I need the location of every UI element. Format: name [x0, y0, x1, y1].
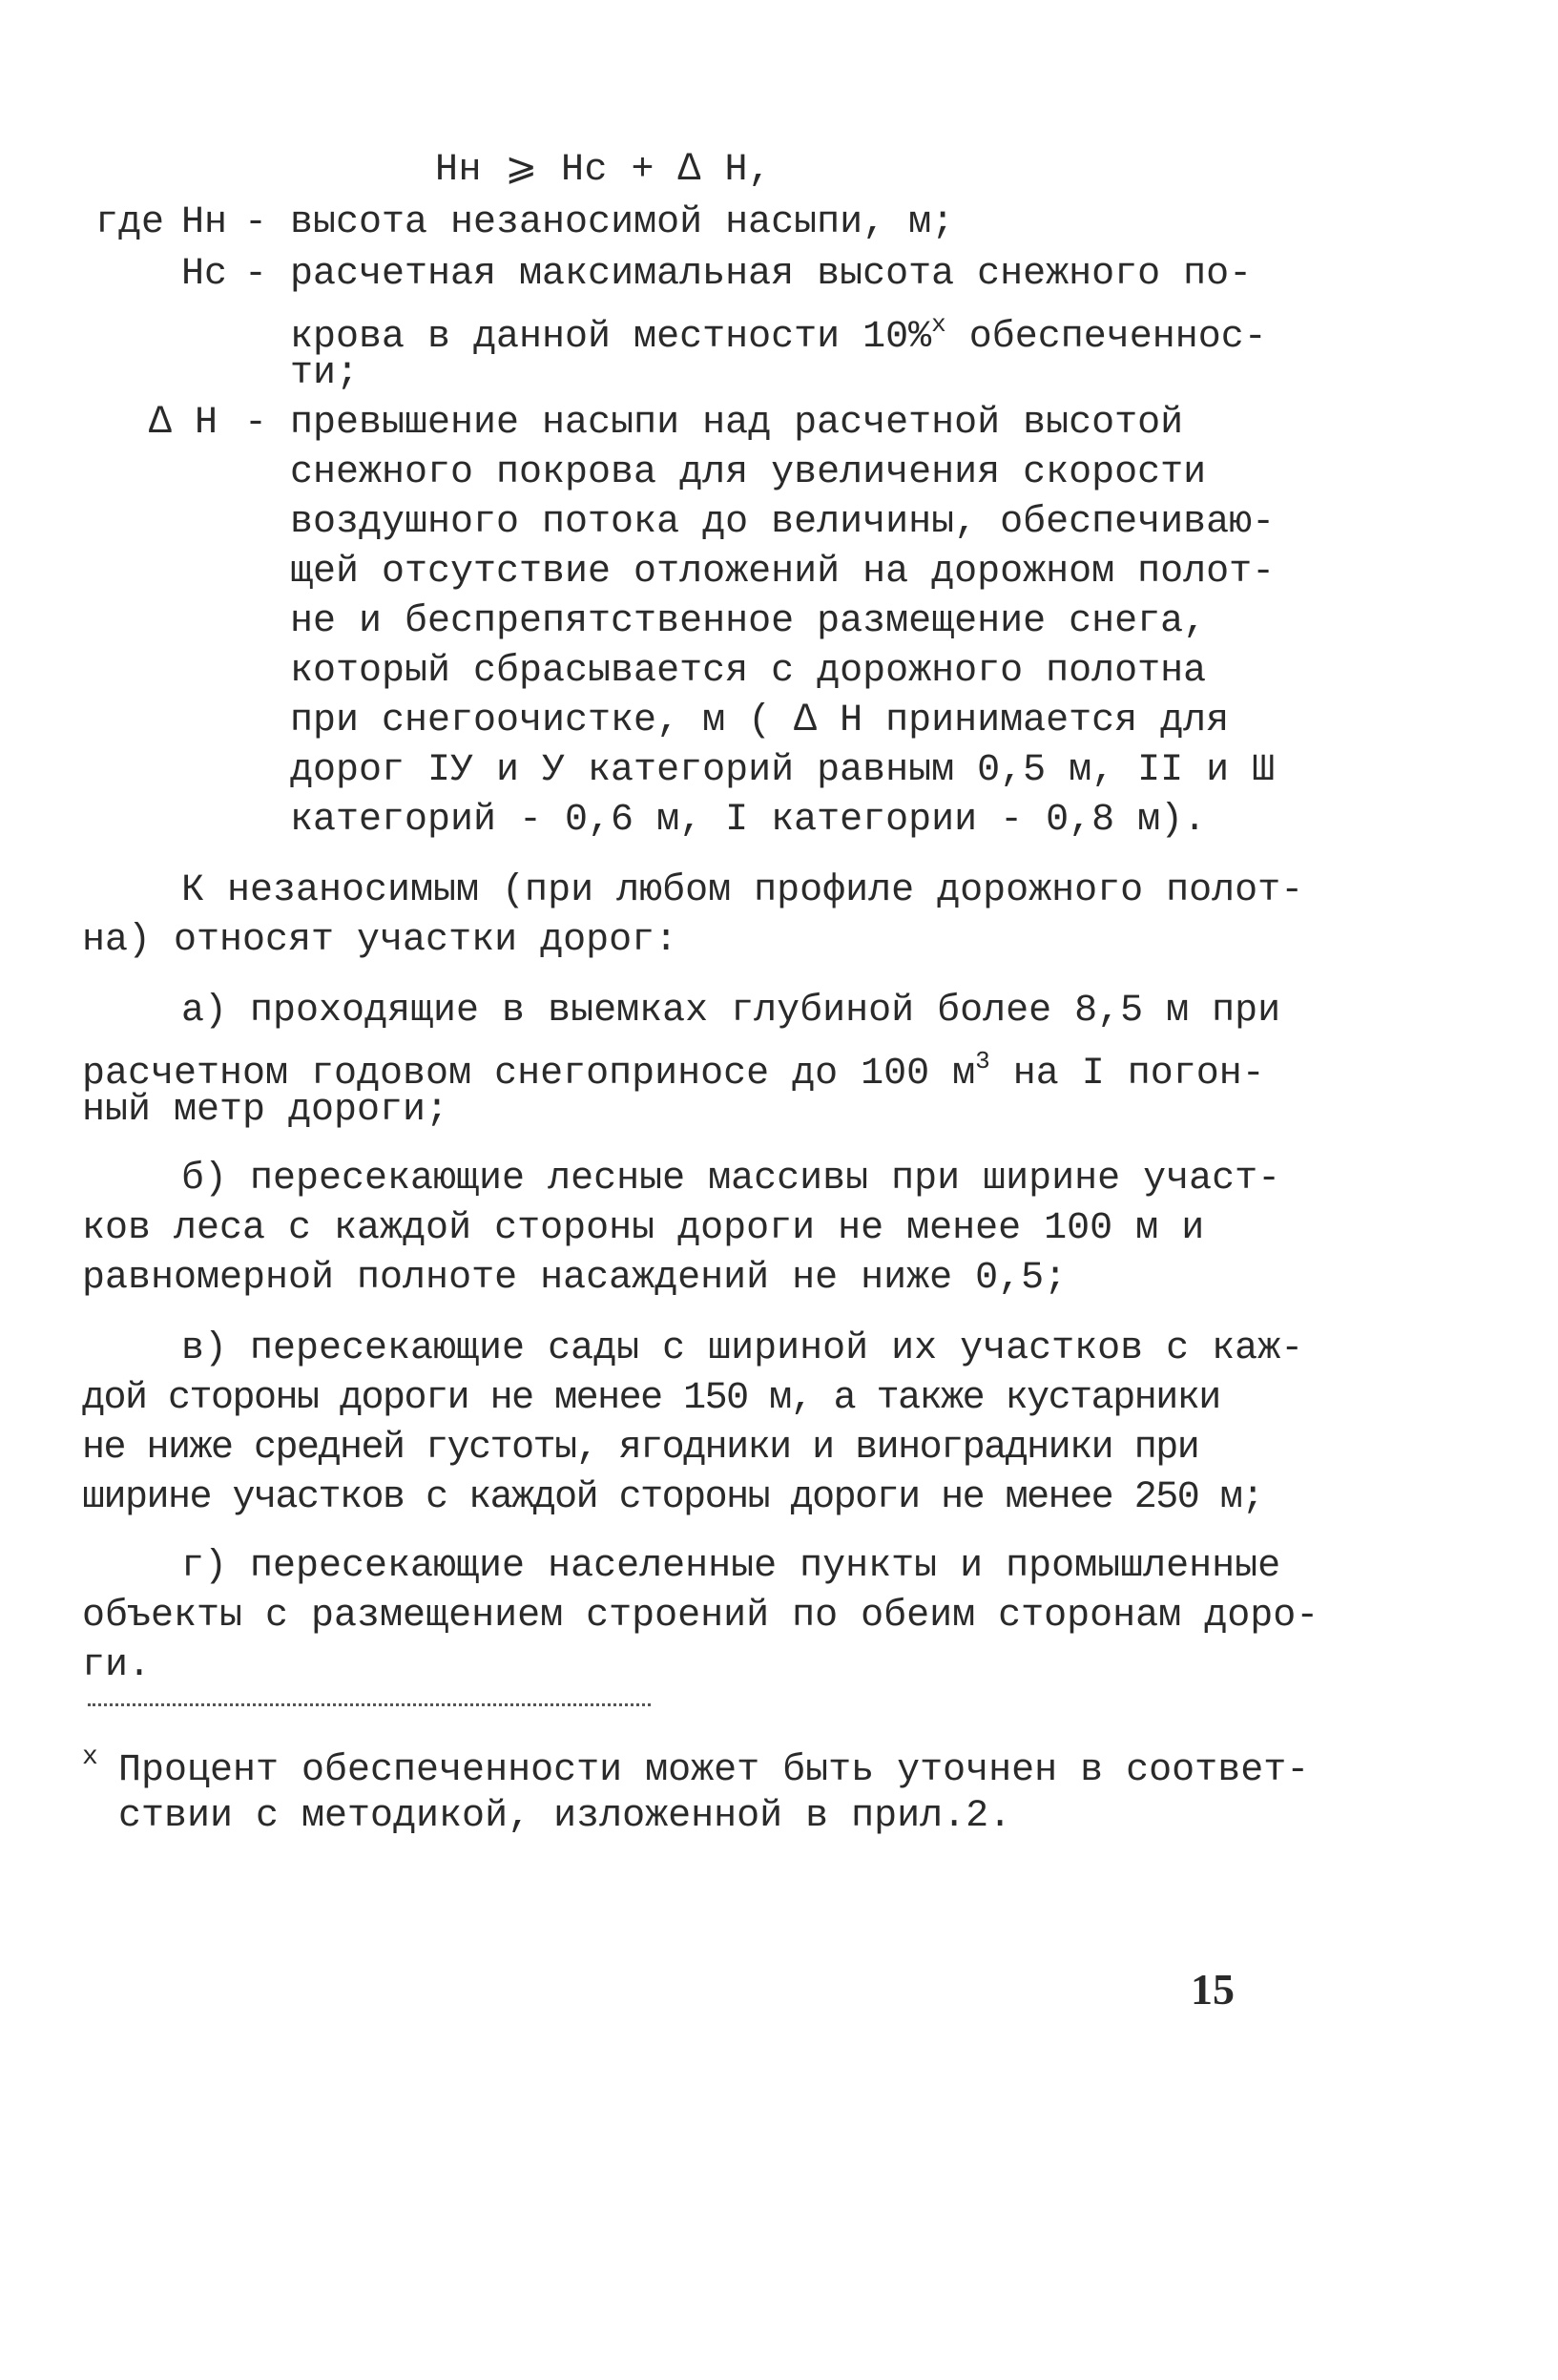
item-v-line: не ниже средней густоты, ягодники и виноградники при: [82, 1427, 1199, 1470]
where-label: где: [95, 201, 165, 244]
definition-dh-line: дорог IУ и У категорий равным 0,5 м, II и Ш: [290, 749, 1276, 792]
intro-line: К незаносимым (при любом профиле дорожного полот-: [181, 869, 1304, 912]
item-a-text: расчетном годовом снегоприносе до 100 м: [82, 1053, 976, 1096]
definition-dh-line: - превышение насыпи над расчетной высотой: [244, 402, 1184, 445]
symbol-delta-h: ∆ Н: [149, 402, 218, 445]
symbol-hn: Нн: [181, 201, 228, 244]
item-g-line: ги.: [82, 1644, 152, 1687]
definition-dh-line: не и беспрепятственное размещение снега,: [290, 600, 1207, 643]
item-b-line: б) пересекающие лесные массивы при ширине участ-: [181, 1158, 1281, 1200]
definition-hs-line: ти;: [290, 352, 360, 395]
intro-line: на) относят участки дорог:: [82, 919, 678, 962]
item-a-tail: на I погон-: [989, 1053, 1265, 1096]
definition-dh-line: щей отсутствие отложений на дорожном полот-: [290, 551, 1276, 594]
item-a-line: а) проходящие в выемках глубиной более 8,5 м при: [181, 990, 1281, 1033]
definition-dh-line: при снегоочистке, м ( ∆ Н принимается для: [290, 699, 1230, 742]
item-g-line: г) пересекающие населенные пункты и промышленные: [181, 1545, 1281, 1588]
definition-hs-tail: обеспеченнос-: [945, 316, 1267, 359]
definition-dh-line: воздушного потока до величины, обеспечиваю-: [290, 501, 1276, 544]
definition-hn-line: - высота незаносимой насыпи, м;: [244, 201, 955, 244]
page-number: 15: [1191, 1965, 1235, 2014]
item-v-line: в) пересекающие сады с шириной их участков с каж-: [181, 1327, 1304, 1370]
footnote-line: Процент обеспеченности может быть уточнен в соответ-: [118, 1749, 1310, 1792]
formula: Нн ⩾ Нс + ∆ Н,: [435, 149, 772, 192]
definition-dh-line: который сбрасывается с дорожного полотна: [290, 650, 1207, 693]
definition-hs-line: [290, 302, 1267, 361]
definition-dh-line: категорий - 0,6 м, I категории - 0,8 м).: [290, 799, 1207, 842]
item-v-line: дой стороны дороги не менее 150 м, а также кустарники: [82, 1377, 1220, 1420]
item-b-line: равномерной полноте насаждений не ниже 0,5;: [82, 1257, 1068, 1300]
definition-hs-text: крова в данной местности 10%: [290, 316, 932, 359]
item-a-line: ный метр дороги;: [82, 1089, 449, 1132]
footnote-superscript: х: [931, 310, 946, 339]
item-b-line: ков леса с каждой стороны дороги не менее 100 м и: [82, 1207, 1205, 1250]
item-v-line: ширине участков с каждой стороны дороги не менее 250 м;: [82, 1476, 1263, 1519]
definition-dh-line: снежного покрова для увеличения скорости: [290, 451, 1207, 494]
footnote-mark: х: [82, 1743, 98, 1772]
superscript-cubed: 3: [975, 1047, 990, 1075]
footnote-divider: [88, 1703, 651, 1706]
definition-hs-line: - расчетная максимальная высота снежного по-: [244, 253, 1253, 296]
item-g-line: объекты с размещением строений по обеим сторонам доро-: [82, 1595, 1319, 1638]
footnote-line: ствии с методикой, изложенной в прил.2.: [118, 1795, 1012, 1838]
symbol-hs: Нс: [181, 253, 228, 296]
